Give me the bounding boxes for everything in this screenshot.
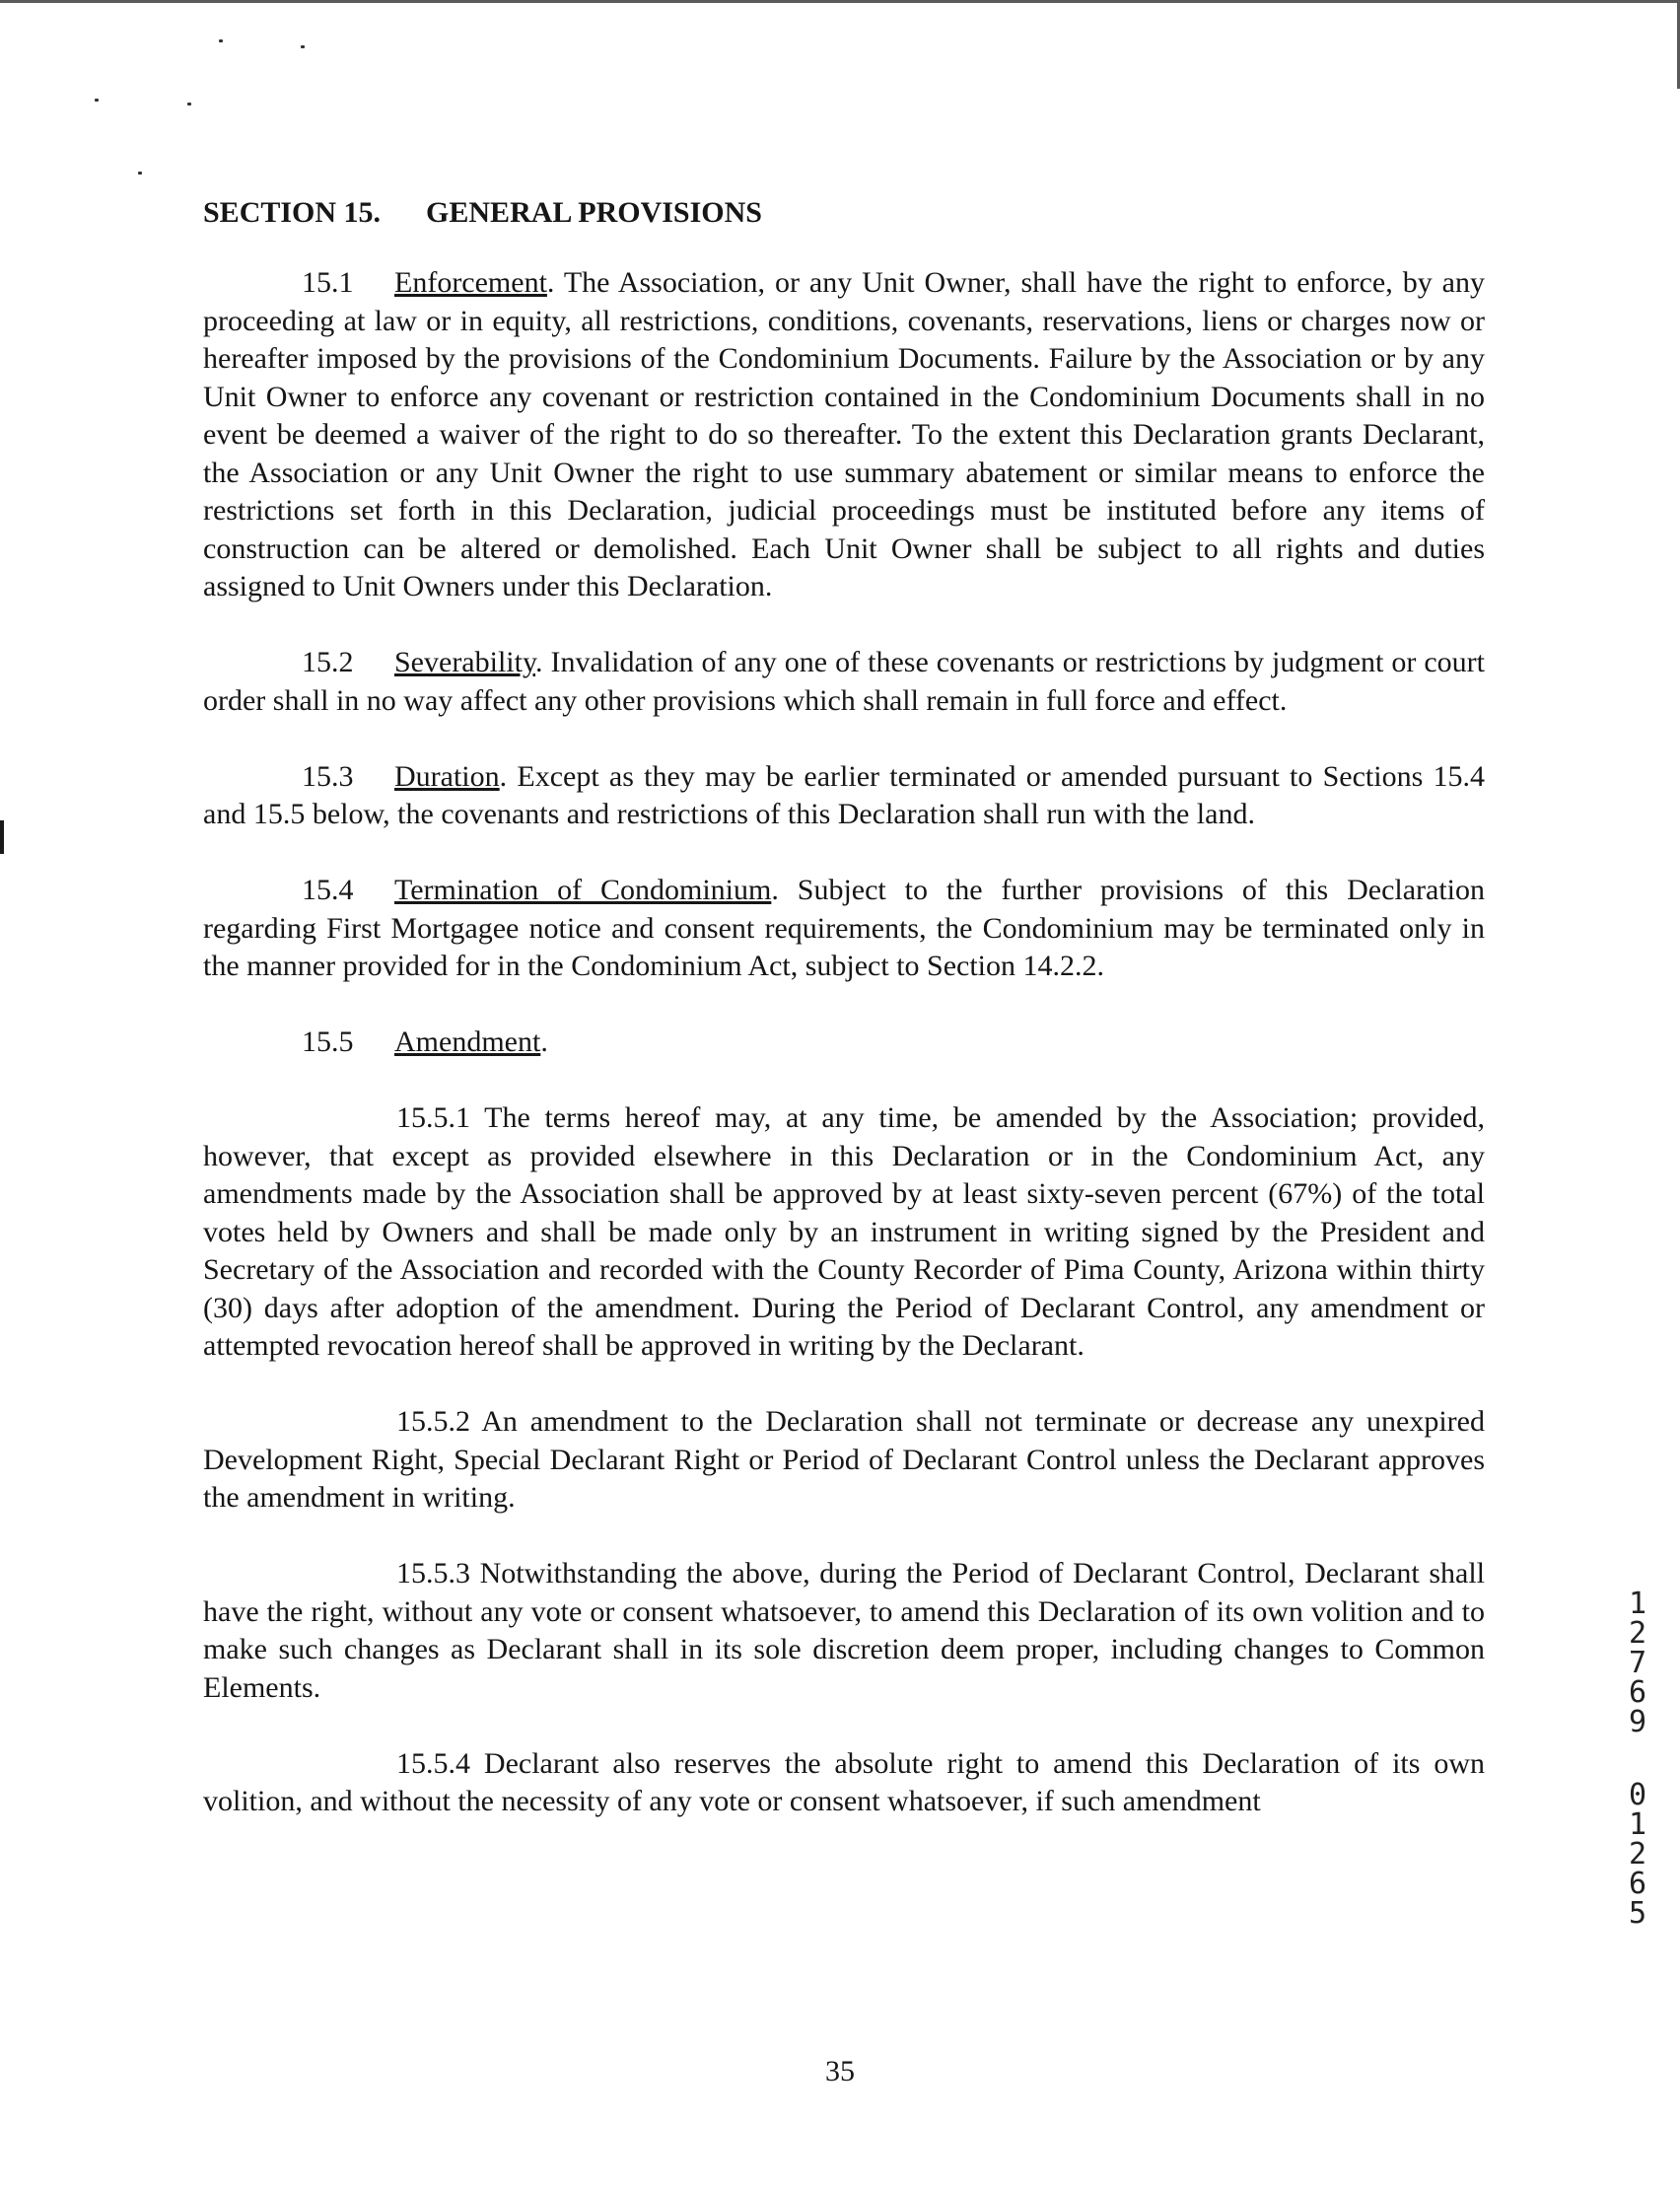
paragraph-caption: Termination of Condominium	[394, 874, 772, 906]
stamp-digit: 0	[1628, 1778, 1647, 1812]
stamp-digit: 9	[1628, 1705, 1647, 1739]
paragraph-text: . Subject to the further provisions of this Declaration regarding First Mortgagee notice and consent requirements, the Condominium may be terminated only in the manner provided for in the Condominium Act, subject to Section 14.2.2.	[203, 874, 1486, 982]
page-number: 35	[825, 2055, 855, 2087]
paragraph-15-5-2: 15.5.2 An amendment to the Declaration shall not terminate or decrease any unexpired Development Right, Special Declarant Right or Period of Declarant Control unless the Declarant approves the amendment in writing.	[203, 1405, 1485, 1514]
paragraph-number: 15.3	[302, 759, 354, 793]
section-title: GENERAL PROVISIONS	[426, 196, 762, 229]
paragraph-15-5-1: 15.5.1 The terms hereof may, at any time, be amended by the Association; provided, however, that except as provided elsewhere in this Declaration or in the Condominium Act, any amendments made by the Association shall be approved by at least sixty-seven percent (67%) of the total votes held by Owners and shall be made only by an instrument in writing signed by the President and Secretary of the Association and recorded with the County Recorder of Pima County, Arizona within thirty (30) days after adoption of the amendment. During the Period of Declarant Control, any amendment or attempted revocation hereof shall be approved in writing by the Declarant.	[203, 1101, 1485, 1362]
paragraph-number: 15.2	[302, 646, 354, 678]
paragraph-caption: Enforcement	[394, 266, 547, 299]
scan-speck	[219, 39, 223, 42]
paragraph-text: .	[540, 1025, 548, 1058]
section-number: SECTION 15.	[203, 196, 382, 229]
paragraph-15-1	[203, 264, 1485, 606]
paragraph-number: 15.1	[302, 266, 354, 299]
stamp-digit: 6	[1628, 1867, 1647, 1901]
scan-margin-mark	[0, 820, 4, 854]
scan-speck	[187, 103, 191, 106]
paragraph-15-5	[203, 1024, 1485, 1062]
paragraph-text: . Invalidation of any one of these covenants or restrictions by judgment or court order shall in no way affect any other provisions which shall remain in full force and effect.	[203, 646, 1485, 717]
paragraph-15-5-3: 15.5.3 Notwithstanding the above, during the Period of Declarant Control, Declarant shall have the right, without any vote or consent whatsoever, to amend this Declaration of its own volition and to make such changes as Declarant shall in its sole discretion deem proper, including changes to Common Elements.	[203, 1557, 1485, 1704]
stamp-digit: 5	[1628, 1896, 1647, 1931]
paragraph-text: . The Association, or any Unit Owner, shall have the right to enforce, by any proceeding at law or in equity, all restrictions, conditions, covenants, reservations, liens or charges now or hereafter imposed by the provisions of the Condominium Documents. Failure by the Association or by any Unit Owner to enforce any covenant or restriction contained in the Condominium Documents shall in no event be deemed a waiver of the right to do so thereafter. To the extent this Declaration grants Declarant, the Association or any Unit Owner the right to use summary abatement or similar means to enforce the restrictions set forth in this Declaration, judicial proceedings must be instituted before any items of construction can be altered or demolished. Each Unit Owner shall be subject to all rights and duties assigned to Unit Owners under this Declaration.	[203, 266, 1485, 602]
scan-speck	[95, 99, 99, 102]
stamp-digit: 2	[1628, 1616, 1647, 1651]
paragraph-caption: Duration	[394, 759, 500, 793]
top-edge-line	[0, 0, 1680, 3]
stamp-digit: 1	[1628, 1807, 1647, 1842]
stamp-digit: 7	[1628, 1646, 1647, 1680]
paragraph-15-5-4: 15.5.4 Declarant also reserves the absolute right to amend this Declaration of its own volition, and without the necessity of any vote or consent whatsoever, if such amendment	[203, 1746, 1485, 1817]
recording-stamp	[1625, 1587, 1650, 1931]
stamp-digit: 1	[1628, 1587, 1647, 1621]
stamp-spacer	[1625, 1737, 1650, 1781]
section-heading	[203, 187, 1485, 239]
paragraph-number: 15.4	[302, 874, 354, 906]
stamp-digit: 6	[1628, 1675, 1647, 1710]
document-page	[203, 187, 1485, 1821]
scan-speck	[301, 45, 305, 48]
paragraph-text: . Except as they may be earlier terminated or amended pursuant to Sections 15.4 and 15.5 below, the covenants and restrictions of this Declaration shall run with the land.	[203, 759, 1485, 830]
paragraph-caption: Severability	[394, 646, 536, 678]
paragraph-15-4	[203, 872, 1485, 986]
paragraph-caption: Amendment	[394, 1025, 541, 1058]
paragraph-number: 15.5	[302, 1025, 354, 1058]
scan-speck	[138, 172, 142, 175]
paragraph-15-3	[203, 758, 1485, 834]
stamp-digit: 2	[1628, 1837, 1647, 1872]
paragraph-15-2	[203, 644, 1485, 720]
